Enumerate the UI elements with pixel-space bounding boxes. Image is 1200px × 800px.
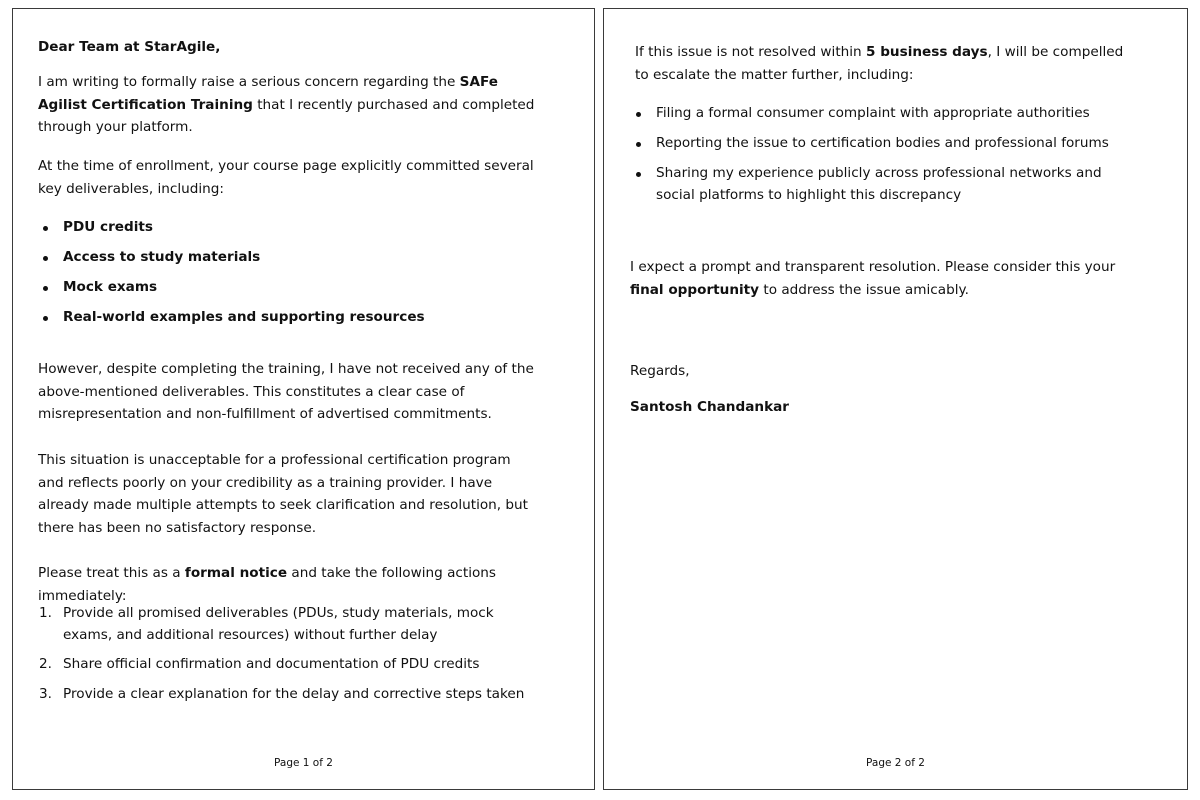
list-item-text: Provide a clear explanation for the delay and corrective steps taken [63, 685, 525, 702]
list-item-text: Reporting the issue to certification bodies and professional forums [656, 135, 1109, 151]
page-number-1: Page 1 of 2 [274, 757, 333, 769]
list-item-number: 3. [39, 685, 52, 702]
course-name: SAFe Agilist Certification Training [38, 74, 498, 113]
list-item-number: 2. [39, 656, 52, 672]
list-item-number: 1. [39, 605, 52, 621]
letter-page-2 [603, 8, 1188, 790]
letter-page-1 [12, 8, 595, 790]
expect-text-start: I expect a prompt and transparent resolution. Please consider this your [630, 259, 1116, 275]
escalation-text-start: If this issue is not resolved within [635, 44, 866, 60]
final-opportunity-label: final opportunity [630, 281, 760, 298]
list-item-text: Access to study materials [63, 249, 261, 265]
however-paragraph: However, despite completing the training, I have not received any of the above-mentioned deliverables. This constitutes a clear case of misrepresentation and non-fulfillment of advertised commitments. [38, 361, 534, 422]
signature-name: Santosh Chandankar [630, 399, 789, 415]
list-item [631, 163, 1121, 206]
escalation-list [631, 103, 1121, 206]
list-item-text: PDU credits [63, 219, 153, 235]
list-item-text: Filing a formal consumer complaint with appropriate authorities [656, 105, 1090, 121]
list-item-text: Share official confirmation and documentation of PDU credits [63, 656, 480, 672]
list-item [38, 217, 558, 239]
deadline-label: 5 business days [866, 44, 988, 60]
regards-text: Regards, [630, 363, 690, 379]
notice-paragraph [38, 562, 568, 607]
list-item [631, 133, 1121, 155]
deliverables-list [38, 217, 558, 329]
bullet-icon [636, 142, 641, 147]
list-item [631, 103, 1121, 125]
list-item [38, 247, 558, 269]
list-item [38, 307, 558, 329]
list-item [38, 684, 543, 706]
escalation-paragraph [635, 41, 1135, 86]
list-item-text: Provide all promised deliverables (PDUs, study materials, mock exams, and additional resources) without further delay [63, 605, 494, 643]
list-item-text: Mock exams [63, 279, 158, 295]
list-item-text: Real-world examples and supporting resources [63, 309, 425, 325]
bullet-icon [636, 112, 641, 117]
page-number-2: Page 2 of 2 [866, 757, 925, 769]
enrollment-paragraph: At the time of enrollment, your course page explicitly committed several key deliverables, including: [38, 158, 534, 197]
actions-list [38, 603, 543, 705]
intro-text-start: I am writing to formally raise a serious concern regarding the [38, 74, 460, 90]
expect-paragraph [630, 256, 1150, 301]
notice-text-start: Please treat this as a [38, 565, 185, 581]
greeting: Dear Team at StarAgile, [38, 39, 221, 55]
list-item [38, 654, 543, 676]
situation-paragraph: This situation is unacceptable for a professional certification program and reflects poorly on your credibility as a training provider. I have already made multiple attempts to seek clarification and resolution, but there has been no satisfactory response. [38, 452, 528, 536]
bullet-icon [43, 226, 48, 231]
intro-paragraph [38, 71, 548, 139]
bullet-icon [43, 316, 48, 321]
intro-text-end: that I recently purchased and completed through your platform. [38, 96, 535, 135]
bullet-icon [43, 286, 48, 291]
list-item-text: Sharing my experience publicly across professional networks and social platforms to highlight this discrepancy [656, 165, 1102, 203]
escalation-text-end: , I will be compelled to escalate the matter further, including: [635, 44, 1124, 83]
formal-notice-label: formal notice [184, 565, 288, 581]
list-item [38, 603, 543, 646]
bullet-icon [43, 256, 48, 261]
expect-text-end: to address the issue amicably. [759, 281, 969, 298]
list-item [38, 277, 558, 299]
notice-text-end: and take the following actions immediately: [38, 565, 496, 604]
bullet-icon [636, 172, 641, 177]
